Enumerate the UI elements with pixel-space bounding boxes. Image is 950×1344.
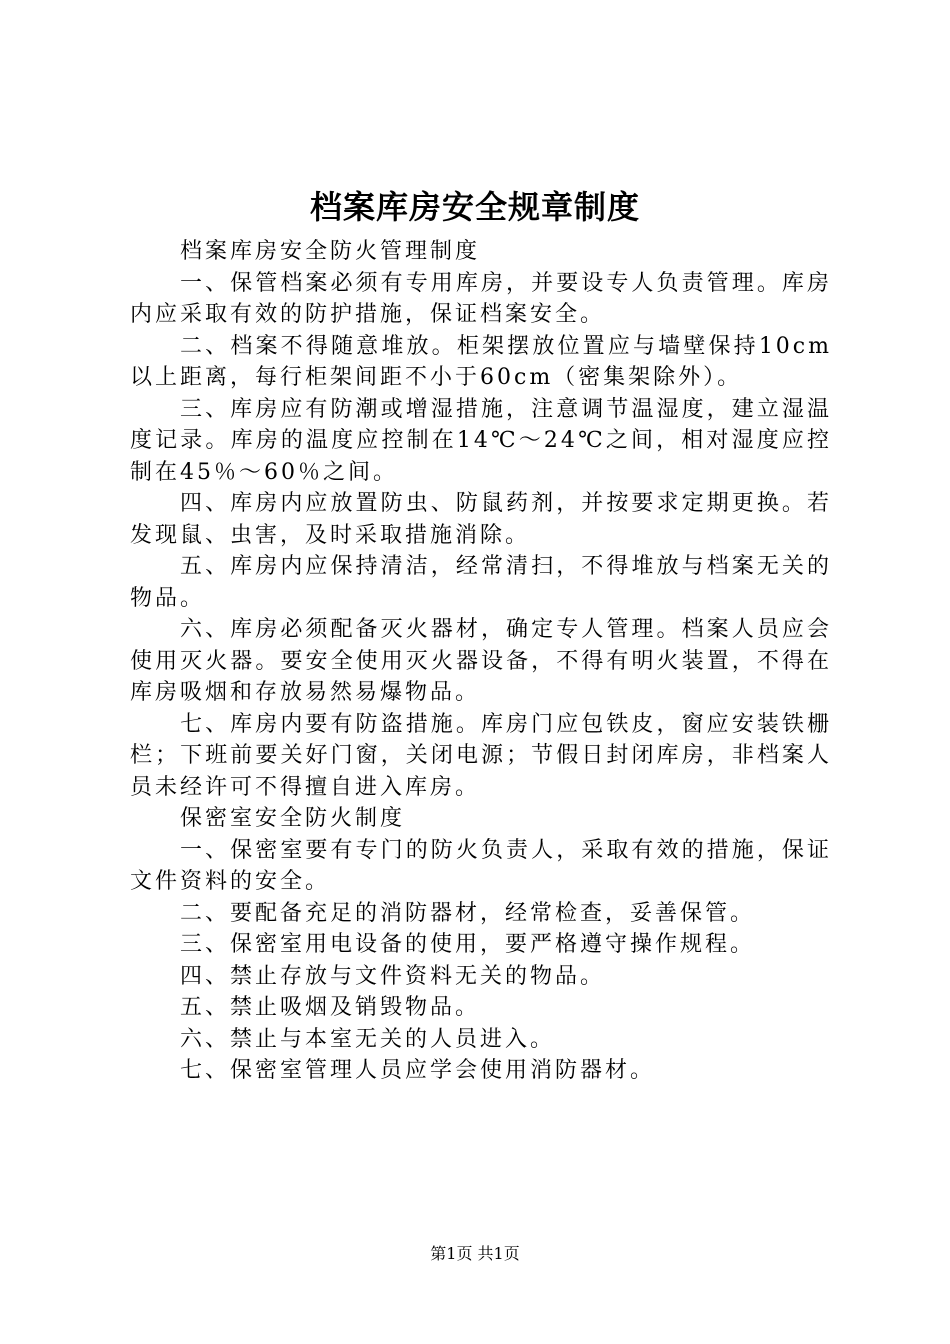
- paragraph: 六、禁止与本室无关的人员进入。: [180, 1026, 556, 1052]
- page-footer: 第1页 共1页: [430, 1244, 520, 1263]
- paragraph: 七、库房内要有防盗措施。库房门应包铁皮，窗应安装铁栅栏；下班前要关好门窗，关闭电源；节假日封闭库房，非档案人员未经许可不得擅自进入库房。: [130, 711, 832, 800]
- paragraph: 三、库房应有防潮或增湿措施，注意调节温湿度，建立湿温度记录。库房的温度应控制在14℃～24℃之间，相对湿度应控制在45％～60％之间。: [130, 396, 832, 485]
- paragraph: 一、保管档案必须有专用库房，并要设专人负责管理。库房内应采取有效的防护措施，保证档案安全。: [130, 270, 832, 327]
- paragraph: 二、档案不得随意堆放。柜架摆放位置应与墙壁保持10cm以上距离，每行柜架间距不小于60cm（密集架除外）。: [130, 333, 832, 390]
- paragraph: 四、库房内应放置防虫、防鼠药剂，并按要求定期更换。若发现鼠、虫害，及时采取措施消除。: [130, 491, 832, 548]
- section-heading: 档案库房安全防火管理制度: [180, 239, 481, 264]
- paragraph: 一、保密室要有专门的防火负责人，采取有效的措施，保证文件资料的安全。: [130, 837, 832, 894]
- paragraph: 六、库房必须配备灭火器材，确定专人管理。档案人员应会使用灭火器。要安全使用灭火器设备，不得有明火装置，不得在库房吸烟和存放易然易爆物品。: [130, 617, 832, 705]
- paragraph: 七、保密室管理人员应学会使用消防器材。: [180, 1058, 656, 1083]
- paragraph: 五、禁止吸烟及销毁物品。: [180, 995, 481, 1020]
- paragraph: 四、禁止存放与文件资料无关的物品。: [180, 963, 606, 989]
- document-body: [130, 236, 832, 1087]
- section-heading: 保密室安全防火制度: [180, 806, 406, 831]
- paragraph: 三、保密室用电设备的使用，要严格遵守操作规程。: [180, 932, 756, 957]
- paragraph: 二、要配备充足的消防器材，经常检查，妥善保管。: [180, 900, 756, 926]
- document-title: 档案库房安全规章制度: [309, 188, 640, 226]
- paragraph: 五、库房内应保持清洁，经常清扫，不得堆放与档案无关的物品。: [130, 554, 832, 611]
